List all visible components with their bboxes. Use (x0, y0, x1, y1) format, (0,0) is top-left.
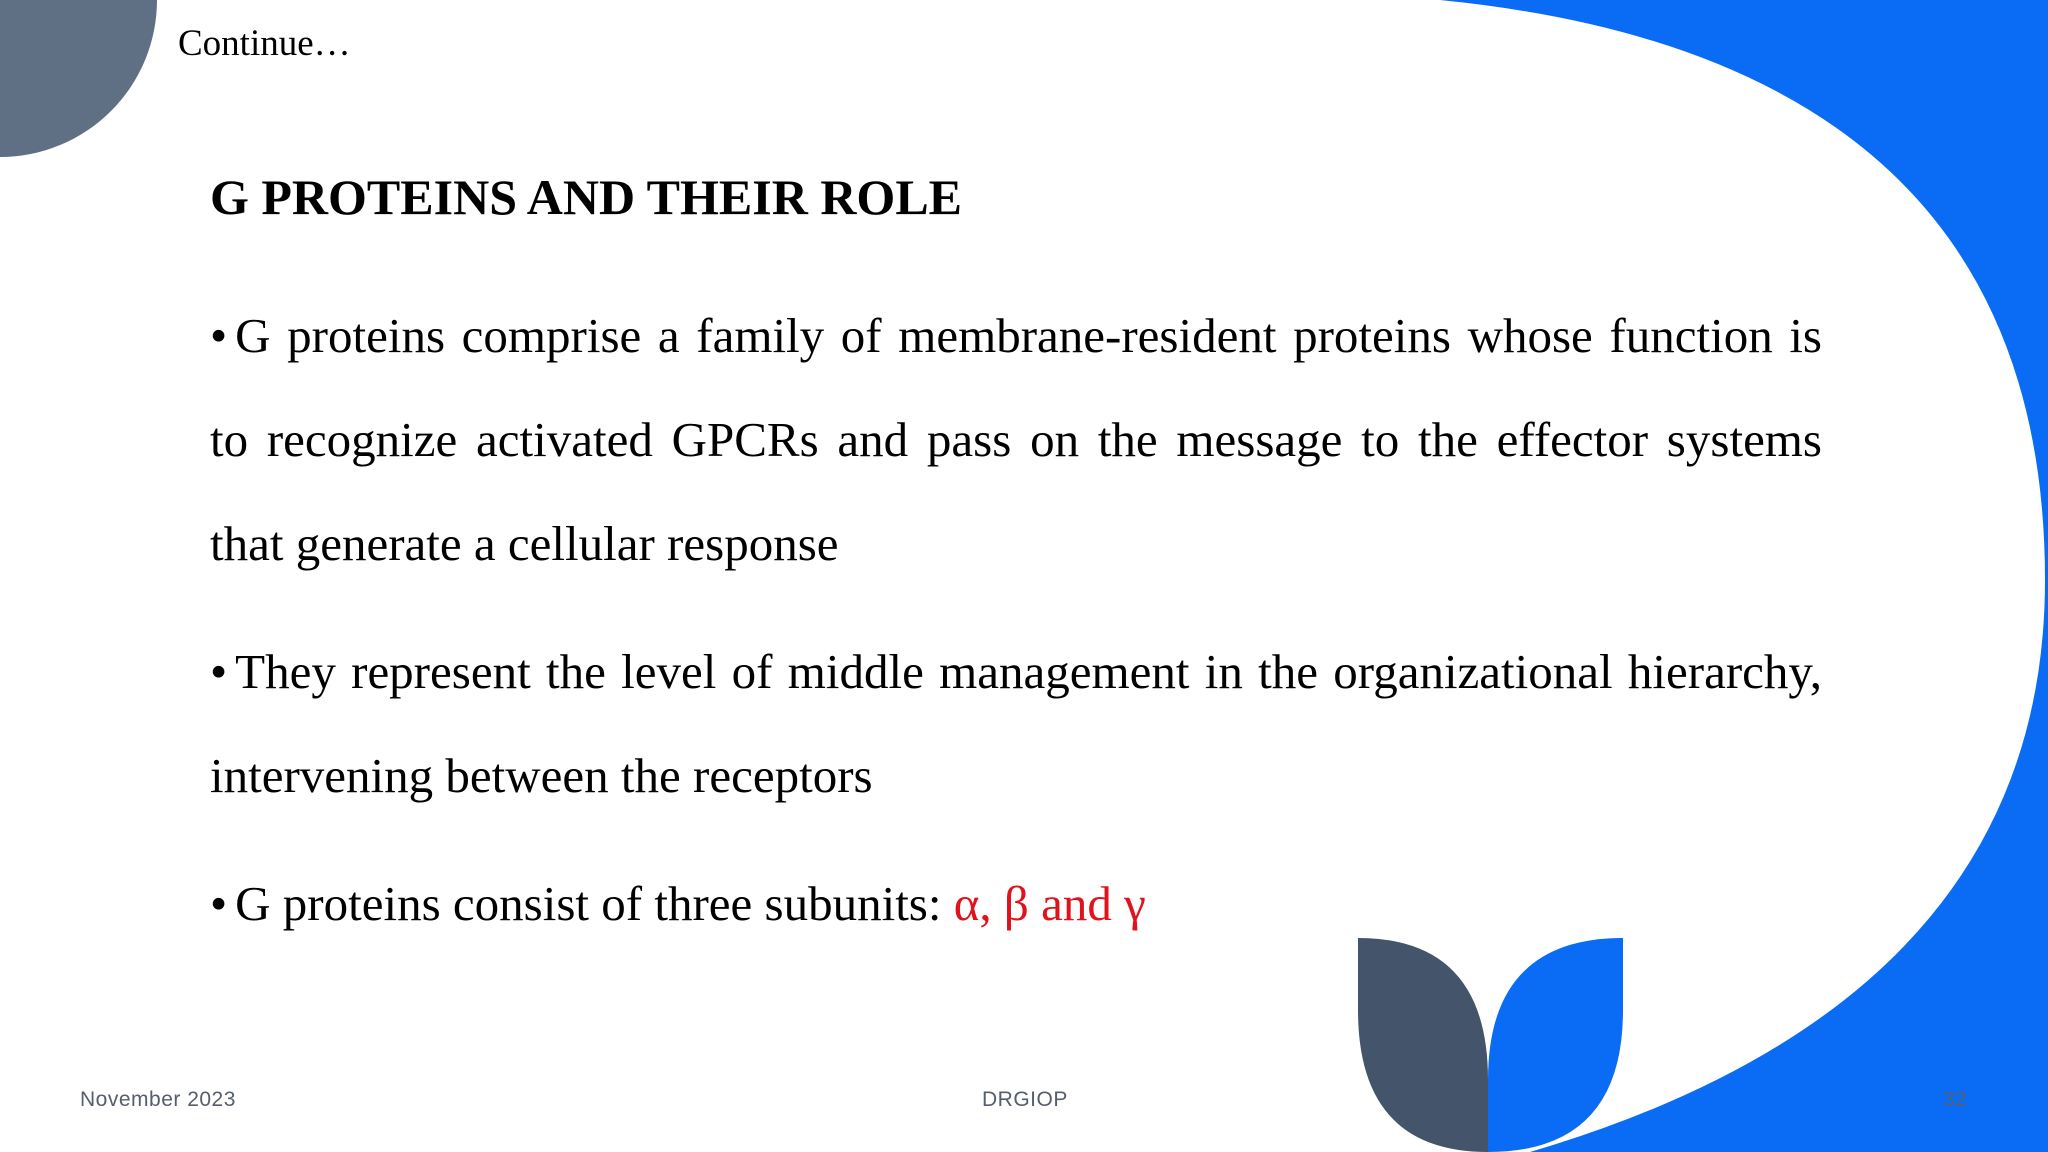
bullet-item-2 (210, 620, 1822, 828)
bullet-marker: • (210, 876, 228, 931)
continue-label: Continue… (178, 23, 351, 64)
bullet-text: They represent the level of middle management in the organizational hierarchy, intervening between the receptors (210, 644, 1822, 803)
subunits-highlight: α, β and γ (953, 876, 1146, 931)
bullet-marker: • (210, 308, 228, 363)
bullet-marker: • (210, 644, 228, 699)
bullet-list (210, 284, 1822, 980)
corner-quarter-circle (0, 0, 157, 157)
footer-date: November 2023 (80, 1088, 236, 1111)
bullet-item-3 (210, 852, 1822, 956)
bullet-text: G proteins comprise a family of membrane-resident proteins whose function is to recognize activated GPCRs and pass on the message to the effector systems that generate a cellular response (210, 308, 1822, 571)
bullet-text: G proteins consist of three subunits: (235, 876, 954, 931)
page-number: 32 (1943, 1088, 1968, 1111)
bullet-item-1 (210, 284, 1822, 596)
slide-title: G PROTEINS AND THEIR ROLE (210, 169, 963, 225)
footer-center-text: DRGIOP (982, 1088, 1068, 1111)
